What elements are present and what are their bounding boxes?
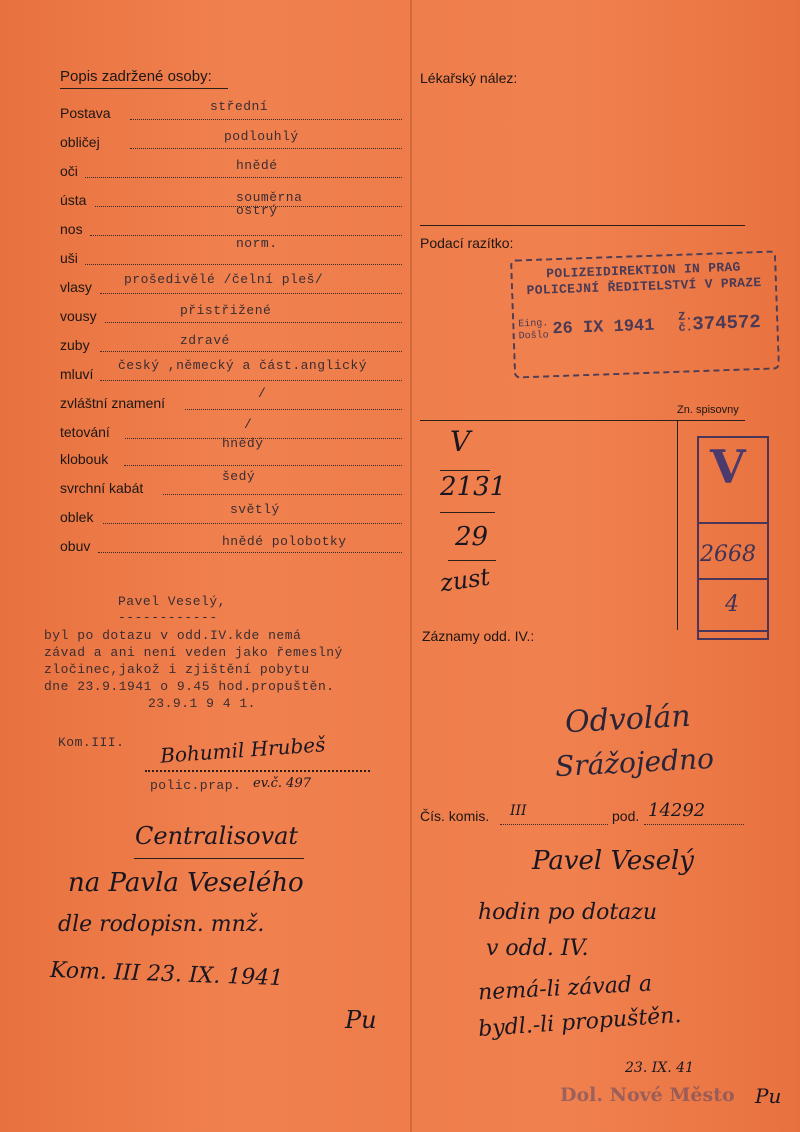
hand-line: bydl.-li propuštěn.: [477, 1002, 683, 1043]
medical-label: Lékařský nález:: [420, 70, 518, 86]
note-underline: [134, 858, 304, 859]
field-line: [130, 148, 402, 149]
field-label: Postava: [60, 105, 111, 121]
stamp-date: 26 IX 1941: [552, 316, 655, 340]
archive-label: Zn. spisovny: [677, 404, 739, 416]
stamp-number: 374572: [691, 310, 762, 336]
field-value: přistřižené: [180, 303, 272, 318]
field-label: zvláštní znamení: [60, 395, 166, 411]
field-value: /: [258, 386, 267, 401]
records-label: Záznamy odd. IV.:: [422, 628, 535, 644]
field-label: vlasy: [60, 279, 92, 295]
commission-value: III: [510, 803, 527, 819]
initial-mark: Pu: [345, 1006, 377, 1034]
report-line: závad a ani není veden jako řemeslný: [44, 645, 343, 660]
stamp-label: Podací razítko:: [420, 235, 514, 251]
field-value: hnědé polobotky: [222, 534, 347, 549]
signature-line: [145, 770, 370, 772]
field-line: [124, 465, 402, 466]
report-line: byl po dotazu v odd.IV.kde nemá: [44, 628, 302, 643]
pod-value: 14292: [648, 800, 706, 821]
field-label: uši: [60, 250, 78, 266]
field-value: střední: [210, 99, 269, 114]
field-line: [185, 409, 402, 410]
records-hand: Srážojedno: [554, 741, 715, 784]
field-line: [100, 293, 402, 294]
report-line: 23.9.1 9 4 1.: [148, 696, 256, 711]
field-line: [103, 523, 402, 524]
note-line: na Pavla Veselého: [68, 868, 304, 898]
box-four: 4: [725, 592, 739, 617]
district-stamp: Dol. Nové Město: [560, 1084, 735, 1106]
records-hand: Odvolán: [564, 698, 692, 741]
field-value: ostrý: [236, 203, 278, 218]
field-line: [85, 264, 402, 265]
hand-underline: [440, 470, 490, 471]
field-value: norm.: [236, 236, 278, 251]
note-line: dle rodopisn. mnž.: [58, 912, 265, 937]
hand-underline: [440, 512, 495, 513]
field-value: /: [244, 417, 253, 432]
box-divider: [699, 630, 767, 632]
hand-code: V: [450, 425, 471, 458]
report-line: dne 23.9.1941 o 9.45 hod.propuštěn.: [44, 679, 335, 694]
stamp-zc-1: Z.: [677, 309, 693, 324]
hand-code: zust: [438, 562, 492, 598]
field-label: oblek: [60, 509, 94, 525]
field-label: obličej: [60, 134, 100, 150]
archive-line: [420, 420, 745, 421]
archive-divider: [677, 420, 678, 630]
field-label: nos: [60, 221, 83, 237]
field-label: oči: [60, 163, 78, 179]
note-line: Centralisovat: [135, 822, 299, 850]
field-line: [163, 494, 402, 495]
hand-date: 23. IX. 41: [625, 1060, 694, 1076]
field-line: [85, 177, 402, 178]
field-label: mluví: [60, 366, 94, 382]
hand-code: 2131: [440, 472, 507, 502]
commission-label: Čís. komis.: [420, 808, 490, 824]
hand-line: nemá-li závad a: [477, 971, 653, 1006]
field-value: souměrna: [236, 190, 303, 205]
box-letter: V: [710, 440, 746, 494]
field-label: tetování: [60, 424, 110, 440]
hand-line: hodin po dotazu: [478, 900, 658, 925]
stamp-zc-2: č.: [678, 320, 694, 335]
stamp-zc: [678, 311, 693, 333]
hand-code: 29: [455, 522, 489, 552]
field-line: [105, 322, 402, 323]
note-line: Kom. III 23. IX. 1941: [49, 957, 284, 992]
header-underline: [60, 88, 228, 89]
officer-signature: Bohumil Hrubeš: [159, 732, 327, 768]
stamp-eing-de: Eing.: [518, 318, 549, 331]
field-line: [130, 119, 402, 120]
field-value: hnědý: [222, 436, 264, 451]
pod-line: [644, 824, 744, 825]
field-label: klobouk: [60, 451, 109, 467]
page-fold: [410, 0, 412, 1132]
box-divider: [699, 578, 767, 580]
initial-mark: Pu: [755, 1084, 782, 1108]
field-label: vousy: [60, 308, 97, 324]
field-value: šedý: [222, 469, 256, 484]
field-line: [100, 380, 402, 381]
report-line: zločinec,jakož i zjištění pobytu: [44, 662, 310, 677]
field-value: podlouhlý: [224, 129, 299, 144]
description-header: Popis zadržené osoby:: [60, 68, 212, 85]
hand-line: v odd. IV.: [486, 936, 589, 961]
officer-role-note: ev.č. 497: [253, 776, 311, 791]
field-value: hnědé: [236, 158, 278, 173]
field-value: český ,německý a část.anglický: [118, 358, 368, 373]
police-stamp: [510, 250, 780, 378]
field-value: prošedivělé /čelní pleš/: [124, 272, 324, 287]
stamp-eing: [518, 318, 549, 343]
kom-label: Kom.III.: [58, 735, 125, 750]
stamp-line: POLIZEIDIREKTION IN PRAG: [546, 259, 741, 282]
hand-name: Pavel Veselý: [532, 846, 694, 876]
field-value: světlý: [230, 502, 280, 517]
field-line: [98, 552, 402, 553]
hand-underline: [448, 560, 496, 561]
field-label: ústa: [60, 192, 87, 208]
box-number: 2668: [700, 542, 756, 567]
medical-line: [420, 225, 745, 226]
commission-line: [500, 824, 608, 825]
field-label: obuv: [60, 538, 91, 554]
stamp-line: POLICEJNÍ ŘEDITELSTVÍ V PRAZE: [526, 274, 762, 299]
field-line: [100, 351, 402, 352]
field-label: zuby: [60, 337, 90, 353]
box-divider: [699, 522, 767, 524]
field-value: zdravé: [180, 333, 230, 348]
stamp-eing-cz: Došlo: [518, 330, 549, 343]
field-label: svrchní kabát: [60, 480, 144, 496]
pod-label: pod.: [612, 808, 640, 824]
report-rule: ------------: [118, 610, 218, 625]
report-name: Pavel Veselý,: [118, 594, 226, 609]
officer-role: polic.prap.: [150, 778, 242, 793]
